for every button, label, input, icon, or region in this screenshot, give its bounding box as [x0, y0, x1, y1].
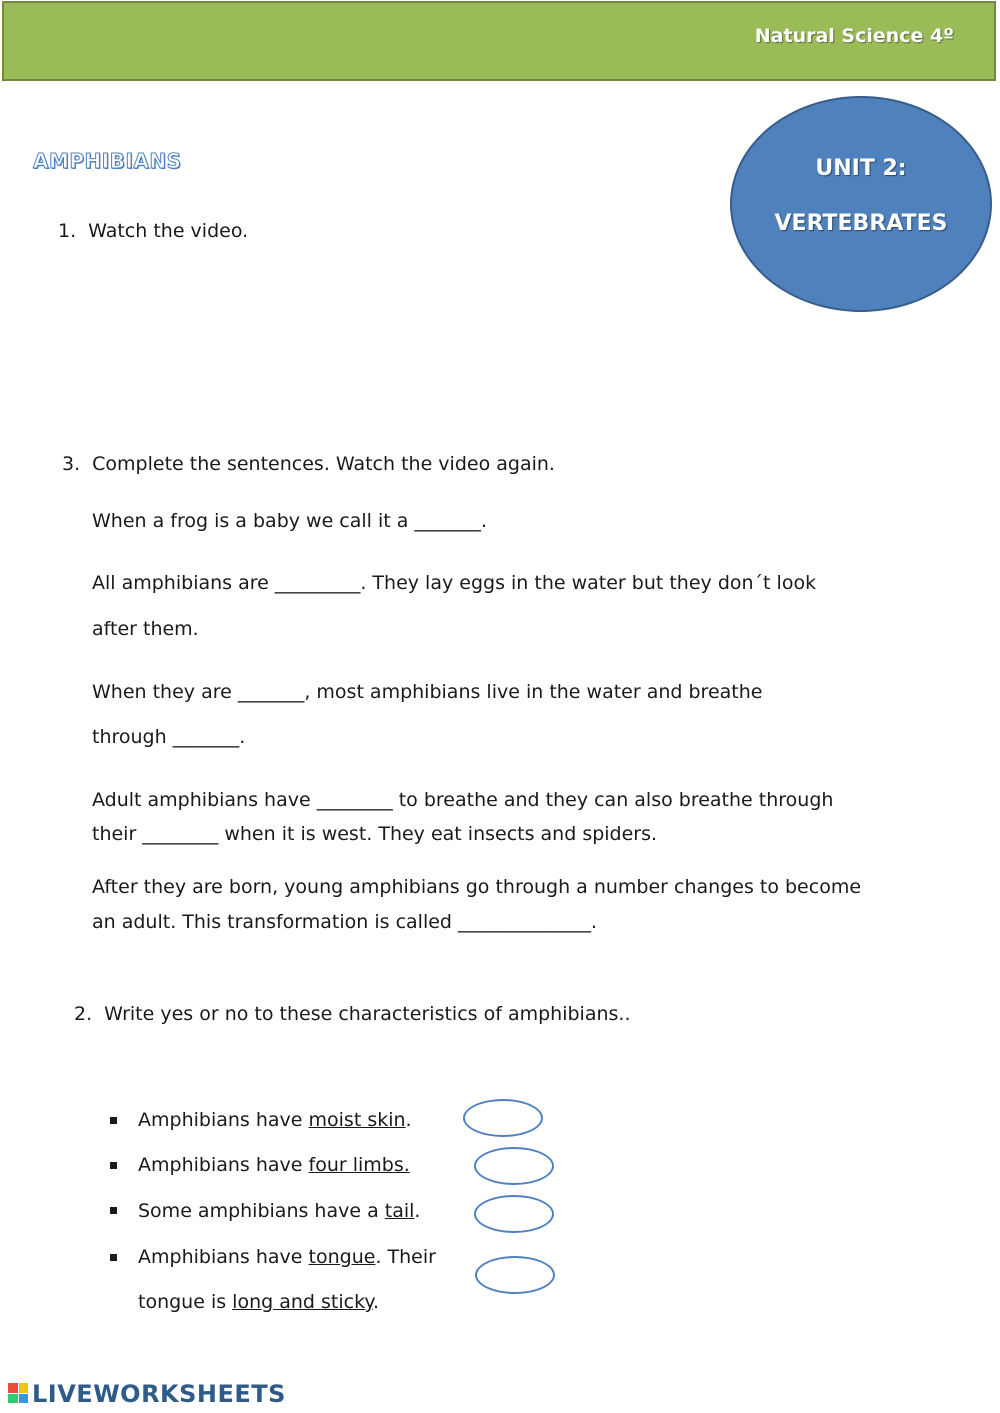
task-3-number: 3. — [62, 453, 81, 475]
sentence-line: All amphibians are _________. They lay eggs in the water but they don´t look — [92, 572, 817, 594]
item-text: . — [405, 1109, 412, 1131]
item-text: . Their — [375, 1246, 436, 1268]
task-2-text: Write yes or no to these characteristics of amphibians.. — [104, 1003, 631, 1025]
item-text: . — [414, 1200, 421, 1222]
answer-field-four-limbs[interactable] — [474, 1147, 554, 1185]
sentence-line: their ________ when it is west. They eat insects and spiders. — [92, 823, 658, 845]
answer-field-tongue[interactable] — [475, 1256, 555, 1294]
task-2 — [74, 1003, 630, 1025]
sentence-line: After they are born, young amphibians go through a number changes to become — [92, 876, 862, 898]
item-keyword: four limbs. — [308, 1154, 410, 1176]
item-text: Some amphibians have a — [138, 1200, 385, 1222]
list-item-continued — [138, 1291, 379, 1313]
item-keyword: moist skin — [308, 1109, 406, 1131]
task-3 — [62, 453, 555, 475]
list-item — [138, 1154, 410, 1176]
task-1 — [58, 220, 248, 242]
item-text: . — [372, 1291, 379, 1313]
bullet-icon — [110, 1162, 117, 1169]
task-3-text: Complete the sentences. Watch the video again. — [92, 453, 555, 475]
bullet-icon — [110, 1117, 117, 1124]
item-text: Amphibians have — [138, 1109, 309, 1131]
sentence-line: When they are _______, most amphibians live in the water and breathe — [92, 681, 763, 703]
item-keyword: long and sticky — [232, 1291, 373, 1313]
liveworksheets-logo-icon — [8, 1383, 28, 1403]
item-text: Amphibians have — [138, 1154, 309, 1176]
task-2-number: 2. — [74, 1003, 93, 1025]
sentence-line: Adult amphibians have ________ to breathe and they can also breathe through — [92, 789, 834, 811]
bullet-icon — [110, 1254, 117, 1261]
list-item — [138, 1246, 436, 1268]
item-keyword: tongue — [308, 1246, 376, 1268]
sentence-line: after them. — [92, 618, 199, 640]
answer-field-tail[interactable] — [474, 1195, 554, 1233]
header-bar — [2, 1, 996, 81]
sentence-line: through _______. — [92, 726, 246, 748]
section-title: AMPHIBIANS — [33, 149, 182, 173]
subject-label: Natural Science 4º — [754, 25, 954, 47]
unit-title: VERTEBRATES — [774, 211, 948, 236]
item-text: Amphibians have — [138, 1246, 309, 1268]
bullet-icon — [110, 1207, 117, 1214]
list-item — [138, 1109, 412, 1131]
task-1-text: Watch the video. — [88, 220, 249, 242]
unit-number: UNIT 2: — [815, 156, 907, 181]
sentence-line: an adult. This transformation is called ______________. — [92, 911, 598, 933]
list-item — [138, 1200, 420, 1222]
liveworksheets-logo[interactable]: LIVEWORKSHEETS — [32, 1380, 286, 1408]
answer-field-moist-skin[interactable] — [463, 1099, 543, 1137]
sentence-line: When a frog is a baby we call it a _______. — [92, 510, 487, 532]
item-keyword: tail — [384, 1200, 415, 1222]
unit-badge — [730, 96, 992, 312]
task-1-number: 1. — [58, 220, 77, 242]
item-text: tongue is — [138, 1291, 233, 1313]
